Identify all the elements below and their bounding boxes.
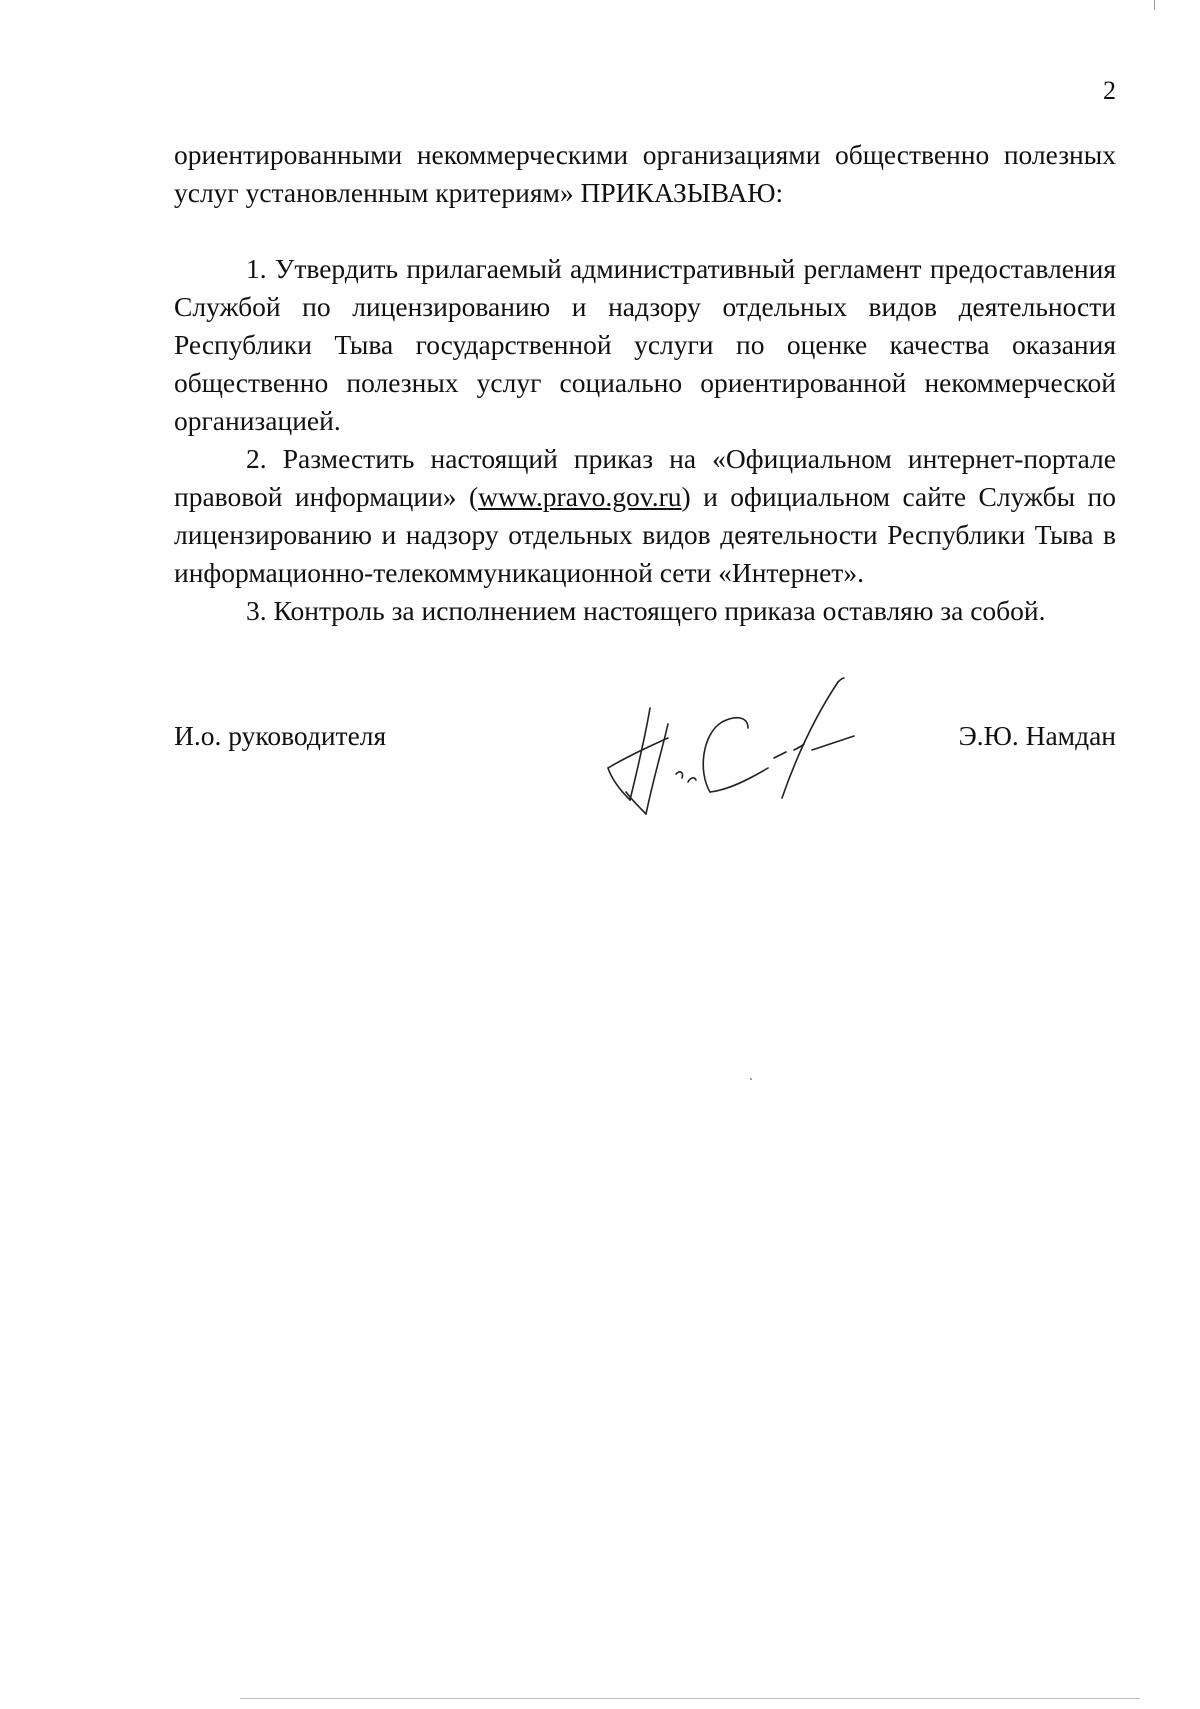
scan-speck (750, 1078, 752, 1080)
paragraph-item-2 (174, 440, 1116, 592)
paragraph-item-1: 1. Утвердить прилагаемый административный регламент предоставления Службой по лицензированию и надзору отдельных видов деятельности Республики Тыва государственной услуги по оценке качества оказания общественно полезных услуг социально ориентированной некоммерческой организацией. (174, 253, 1116, 436)
intro-paragraph: ориентированными некоммерческими организациями общественно полезных услуг установленным критериям» ПРИКАЗЫВАЮ: (174, 139, 1116, 208)
item-2-text-end: ) и официальном сайте Службы по лицензированию и надзору отдельных видов деятельности Республики Тыва в информационно-телекоммуникационной сети «Интернет». (174, 481, 1116, 588)
scan-corner-mark (1154, 0, 1155, 10)
item-2-text-start: 2. Разместить настоящий приказ на «Официальном интернет-портале правовой информации» ( (174, 443, 1116, 512)
document-body (174, 136, 1116, 630)
signer-name: Э.Ю. Намдан (958, 720, 1116, 751)
paragraph-item-3: 3. Контроль за исполнением настоящего приказа оставляю за собой. (246, 595, 1046, 626)
page-number: 2 (1103, 76, 1116, 105)
pravo-gov-link[interactable]: www.pravo.gov.ru (478, 481, 682, 512)
handwritten-signature (598, 672, 918, 822)
signer-title: И.о. руководителя (174, 720, 387, 751)
scan-bottom-edge (240, 1698, 1140, 1699)
